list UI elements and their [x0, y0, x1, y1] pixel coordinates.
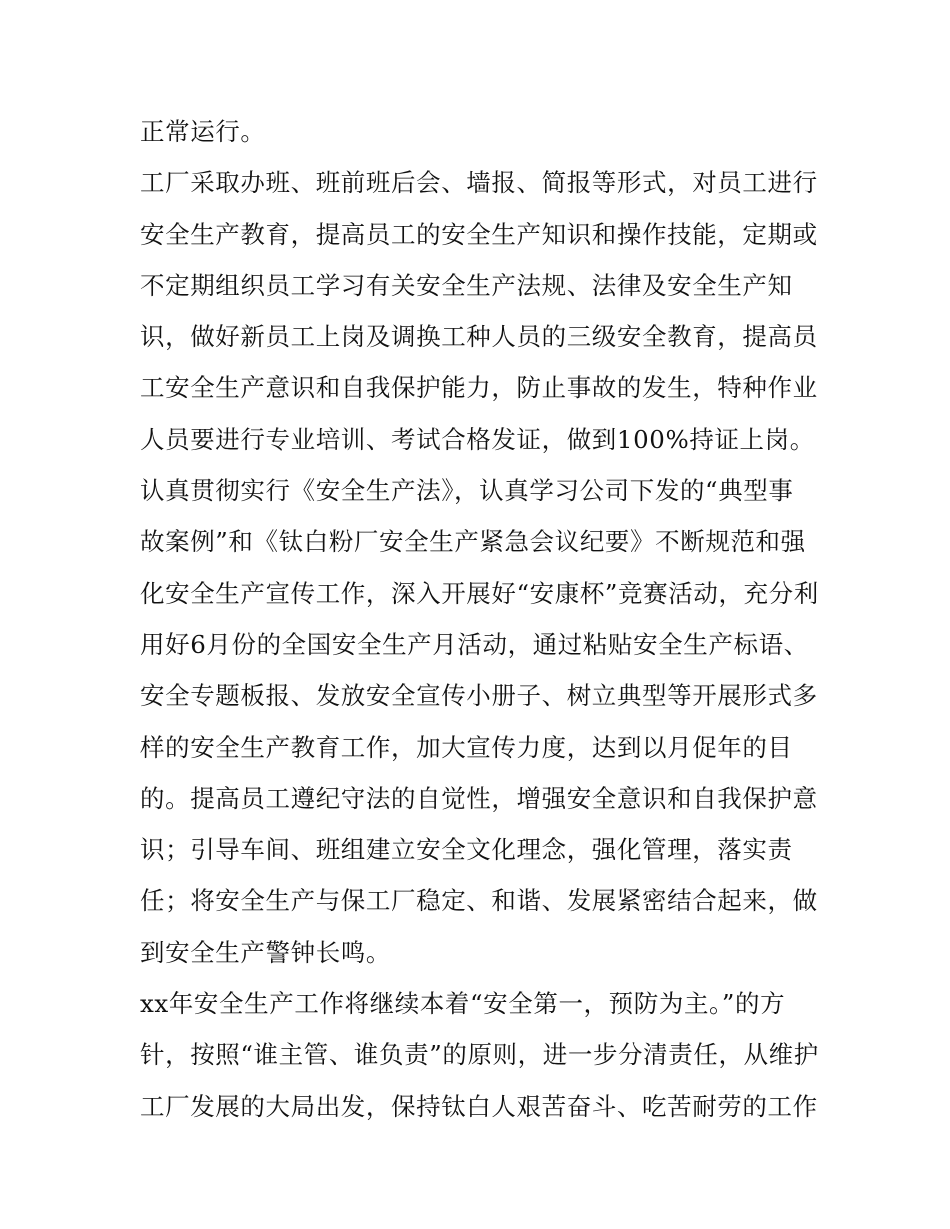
- text-line: 到安全生产警钟长鸣。: [140, 937, 391, 967]
- text-line: 识，做好新员工上岗及调换工种人员的三级安全教育，提高员: [140, 322, 818, 352]
- text-line: 故案例”和《钛白粉厂安全生产紧急会议纪要》不断规范和强: [140, 527, 806, 557]
- text-line: 用好6月份的全国安全生产月活动，通过粘贴安全生产标语、: [140, 629, 809, 659]
- text-line: 不定期组织员工学习有关安全生产法规、法律及安全生产知: [140, 270, 793, 300]
- text-line: 识；引导车间、班组建立安全文化理念，强化管理，落实责: [140, 835, 793, 865]
- text-line: 工安全生产意识和自我保护能力，防止事故的发生，特种作业: [140, 373, 818, 403]
- document-body: [140, 106, 820, 1132]
- text-line: xx年安全生产工作将继续本着“安全第一，预防为主。”的方: [140, 989, 786, 1019]
- text-line: 正常运行。: [140, 117, 266, 146]
- text-line: 安全生产教育，提高员工的安全生产知识和操作技能，定期或: [140, 219, 818, 249]
- text-line: 任；将安全生产与保工厂稳定、和谐、发展紧密结合起来，做: [140, 886, 818, 916]
- text-line: 工厂采取办班、班前班后会、墙报、简报等形式，对员工进行: [140, 168, 818, 198]
- text-line: 认真贯彻实行《安全生产法》，认真学习公司下发的“典型事: [140, 476, 794, 506]
- text-line: 样的安全生产教育工作，加大宣传力度，达到以月促年的目: [140, 732, 793, 762]
- text-line: 的。提高员工遵纪守法的自觉性，增强安全意识和自我保护意: [140, 783, 818, 813]
- text-line: 工厂发展的大局出发，保持钛白人艰苦奋斗、吃苦耐劳的工作: [140, 1091, 818, 1121]
- text-line: 针，按照“谁主管、谁负责”的原则，进一步分清责任，从维护: [140, 1040, 819, 1070]
- text-line: 人员要进行专业培训、考试合格发证，做到100%持证上岗。: [140, 424, 815, 454]
- text-line: 安全专题板报、发放安全宣传小册子、树立典型等开展形式多: [140, 681, 818, 711]
- text-line: 化安全生产宣传工作，深入开展好“安康杯”竞赛活动，充分利: [140, 578, 819, 608]
